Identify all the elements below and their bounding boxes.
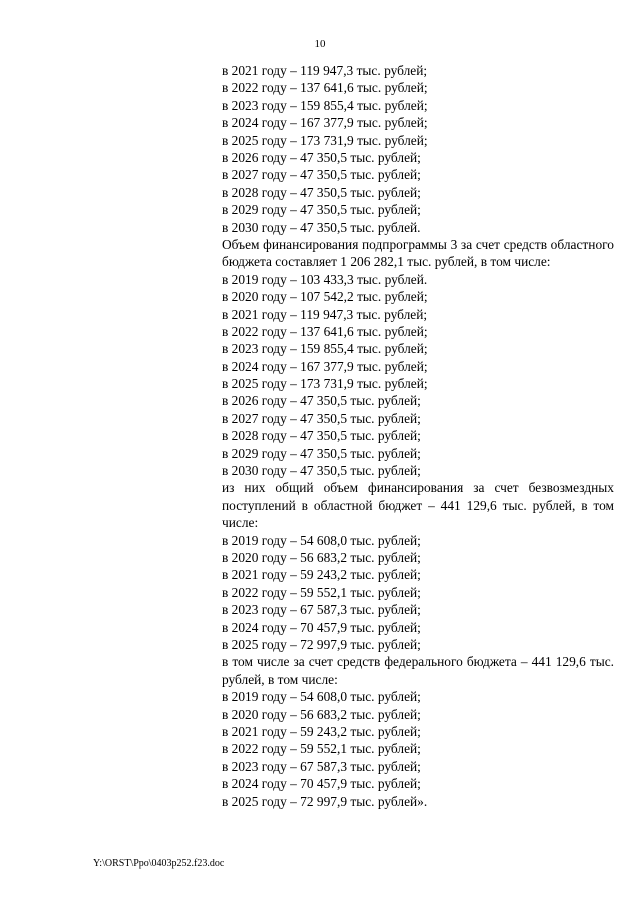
funding-line: в 2021 году – 59 243,2 тыс. рублей; (222, 567, 421, 583)
funding-line: в 2021 году – 119 947,3 тыс. рублей; (222, 63, 428, 78)
document-body (222, 62, 614, 810)
funding-line: в 2023 году – 159 855,4 тыс. рублей; (222, 341, 428, 357)
paragraph-gratuitous-receipts: из них общий объем финансирования за счет безвозмездных поступлений в областной бюджет – 441 129,6 тыс. рублей, в том числе: (222, 480, 614, 531)
funding-line: в 2025 году – 173 731,9 тыс. рублей; (222, 376, 428, 392)
funding-line: в 2019 году – 54 608,0 тыс. рублей; (222, 689, 421, 705)
paragraph-federal-budget: в том числе за счет средств федерального бюджета – 441 129,6 тыс. рублей, в том числе: (222, 654, 614, 687)
funding-line: в 2022 году – 137 641,6 тыс. рублей; (222, 80, 428, 96)
funding-line: в 2028 году – 47 350,5 тыс. рублей; (222, 428, 421, 444)
funding-line: в 2030 году – 47 350,5 тыс. рублей; (222, 463, 421, 479)
funding-line: в 2020 году – 56 683,2 тыс. рублей; (222, 706, 421, 722)
funding-line: в 2021 году – 59 243,2 тыс. рублей; (222, 723, 421, 739)
funding-line: в 2025 году – 72 997,9 тыс. рублей». (222, 793, 428, 809)
funding-line: в 2019 году – 103 433,3 тыс. рублей. (222, 271, 428, 287)
funding-line: в 2024 году – 70 457,9 тыс. рублей; (222, 776, 421, 792)
funding-line: в 2030 году – 47 350,5 тыс. рублей. (222, 219, 421, 235)
funding-line: в 2019 году – 54 608,0 тыс. рублей; (222, 532, 421, 548)
funding-list-continued (222, 62, 614, 236)
funding-line: в 2024 году – 70 457,9 тыс. рублей; (222, 619, 421, 635)
funding-line: в 2023 году – 67 587,3 тыс. рублей; (222, 602, 421, 618)
funding-line: в 2026 году – 47 350,5 тыс. рублей; (222, 149, 421, 165)
funding-line: в 2020 году – 56 683,2 тыс. рублей; (222, 550, 421, 566)
funding-line: в 2024 году – 167 377,9 тыс. рублей; (222, 358, 428, 374)
funding-line: в 2025 году – 173 731,9 тыс. рублей; (222, 132, 428, 148)
funding-line: в 2023 году – 67 587,3 тыс. рублей; (222, 758, 421, 774)
funding-list-federal (222, 688, 614, 810)
paragraph-regional-budget-funding: Объем финансирования подпрограммы 3 за счет средств областного бюджета составляет 1 206 282,1 тыс. рублей, в том числе: (222, 236, 614, 270)
funding-line: в 2024 году – 167 377,9 тыс. рублей; (222, 115, 428, 131)
file-path-footer: Y:\ORST\Ppo\0403p252.f23.doc (93, 858, 225, 869)
funding-line: в 2027 году – 47 350,5 тыс. рублей; (222, 167, 421, 183)
funding-line: в 2022 году – 59 552,1 тыс. рублей; (222, 584, 421, 600)
funding-line: в 2023 году – 159 855,4 тыс. рублей; (222, 97, 428, 113)
funding-list-regional (222, 271, 614, 480)
funding-list-gratuitous (222, 532, 614, 654)
funding-line: в 2027 году – 47 350,5 тыс. рублей; (222, 410, 421, 426)
funding-line: в 2029 году – 47 350,5 тыс. рублей; (222, 445, 421, 461)
funding-line: в 2026 году – 47 350,5 тыс. рублей; (222, 393, 421, 409)
funding-line: в 2020 году – 107 542,2 тыс. рублей; (222, 289, 428, 305)
funding-line: в 2022 году – 59 552,1 тыс. рублей; (222, 741, 421, 757)
funding-line: в 2029 году – 47 350,5 тыс. рублей; (222, 202, 421, 218)
funding-line: в 2022 году – 137 641,6 тыс. рублей; (222, 323, 428, 339)
funding-line: в 2021 году – 119 947,3 тыс. рублей; (222, 306, 428, 322)
funding-line: в 2025 году – 72 997,9 тыс. рублей; (222, 636, 421, 652)
funding-line: в 2028 году – 47 350,5 тыс. рублей; (222, 184, 421, 200)
page-number: 10 (314, 38, 326, 50)
